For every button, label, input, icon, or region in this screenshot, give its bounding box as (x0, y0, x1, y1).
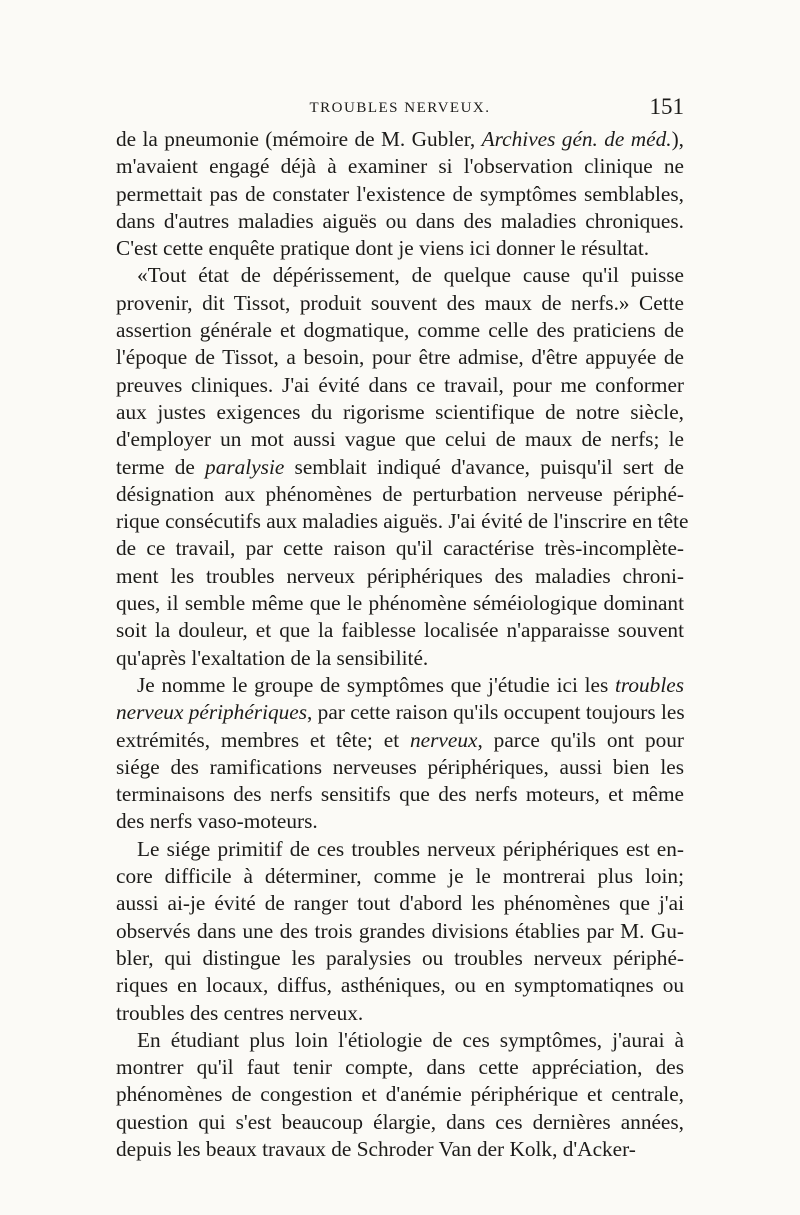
text-line (116, 863, 684, 890)
text-line (116, 918, 684, 945)
text-segment: de la pneumonie (mémoire de M. Gubler, (116, 127, 482, 151)
text-line (116, 181, 684, 208)
text-line (116, 754, 684, 781)
text-segment: permettait pas de constater l'existence de symptômes semblables, (116, 181, 684, 206)
text-line (116, 645, 684, 672)
text-segment: rique consécutifs aux maladies aiguës. J'ai évité de l'inscrire en tête (116, 509, 689, 534)
text-line (116, 1081, 684, 1108)
text-line (116, 126, 684, 153)
text-line (116, 153, 684, 180)
text-segment: preuves cliniques. J'ai évité dans ce travail, pour me conformer (116, 372, 684, 397)
text-segment: montrer qu'il faut tenir compte, dans cette appréciation, des (116, 1055, 684, 1080)
text-line (116, 535, 684, 562)
text-segment: des nerfs vaso-moteurs. (116, 809, 318, 834)
text-line (116, 781, 684, 808)
text-line (116, 1000, 684, 1027)
text-line (116, 290, 684, 317)
text-segment: soit la douleur, et que la faiblesse localisée n'apparaisse souvent (116, 618, 684, 643)
text-segment: depuis les beaux travaux de Schroder Van der Kolk, d'Acker- (116, 1136, 636, 1161)
text-segment: d'employer un mot aussi vague que celui de maux de nerfs; le (116, 427, 684, 452)
text-segment: désignation aux phénomènes de perturbation nerveuse périphé- (116, 481, 684, 506)
text-segment: siége des ramifications nerveuses périphériques, aussi bien les (116, 754, 684, 779)
text-segment: bler, qui distingue les paralysies ou troubles nerveux périphé- (116, 945, 684, 970)
text-segment: dans d'autres maladies aiguës ou dans des maladies chroniques. (116, 208, 684, 233)
text-segment: core difficile à déterminer, comme je le montrerai plus loin; (116, 864, 684, 889)
text-segment: phénomènes de congestion et d'anémie périphérique et centrale, (116, 1082, 684, 1107)
text-segment: , parce qu'ils ont pour (477, 727, 684, 752)
text-line (116, 890, 684, 917)
text-line (116, 808, 684, 835)
text-line (116, 617, 684, 644)
text-line (116, 372, 684, 399)
text-line (116, 399, 684, 426)
text-line (116, 235, 684, 262)
text-line (116, 426, 684, 453)
text-segment: aux justes exigences du rigorisme scientifique de notre siècle, (116, 399, 684, 424)
text-segment: ment les troubles nerveux périphériques des maladies chroni- (116, 563, 684, 588)
text-line (116, 836, 684, 863)
italic-text: nerveux (410, 727, 478, 752)
text-segment: de ce travail, par cette raison qu'il caractérise très-incomplète- (116, 536, 684, 561)
text-segment: ), (671, 127, 684, 151)
page-number: 151 (649, 94, 684, 119)
text-segment: ques, il semble même que le phénomène séméiologique dominant (116, 591, 684, 616)
text-line (116, 590, 684, 617)
italic-text: Archives gén. de méd. (481, 127, 672, 151)
italic-text: paralysie (205, 454, 285, 479)
text-segment: terminaisons des nerfs sensitifs que des nerfs moteurs, et même (116, 782, 684, 807)
text-line (116, 1027, 684, 1054)
body-text (116, 126, 689, 1163)
text-line (116, 563, 684, 590)
text-line (116, 945, 684, 972)
text-segment: C'est cette enquête pratique dont je viens ici donner le résultat. (116, 236, 650, 261)
text-segment: m'avaient engagé déjà à examiner si l'observation clinique ne (116, 154, 684, 179)
text-segment: Le siége primitif de ces troubles nerveux périphériques est en- (137, 836, 684, 861)
text-line (116, 317, 684, 344)
text-line (116, 508, 689, 535)
text-segment: riques en locaux, diffus, asthéniques, ou en symptomatiqnes ou (116, 973, 684, 998)
text-segment: aussi ai-je évité de ranger tout d'abord les phénomènes que j'ai (116, 891, 684, 916)
text-line (116, 699, 684, 726)
text-segment: troubles des centres nerveux. (116, 1000, 364, 1025)
running-title: TROUBLES NERVEUX. (309, 100, 491, 116)
text-segment: terme de (116, 454, 206, 479)
italic-text: nerveux périphériques (116, 700, 308, 725)
text-line (116, 481, 684, 508)
text-segment: question qui s'est beaucoup élargie, dans ces dernières années, (116, 1109, 684, 1134)
text-segment: semblait indiqué d'avance, puisqu'il sert de (284, 454, 684, 479)
text-segment: provenir, dit Tissot, produit souvent des maux de nerfs.» Cette (116, 290, 684, 315)
text-segment: qu'après l'exaltation de la sensibilité. (116, 645, 429, 670)
text-segment: En étudiant plus loin l'étiologie de ces symptômes, j'aurai à (137, 1027, 684, 1052)
text-line (116, 1054, 684, 1081)
text-line (116, 672, 684, 699)
text-segment: , par cette raison qu'ils occupent toujours les (307, 700, 685, 725)
text-segment: assertion générale et dogmatique, comme celle des praticiens de (116, 318, 684, 343)
text-segment: observés dans une des trois grandes divisions établies par M. Gu- (116, 918, 684, 943)
text-line (116, 1136, 684, 1163)
italic-text: troubles (614, 672, 684, 697)
text-line (116, 208, 684, 235)
text-line (116, 454, 684, 481)
text-line (116, 972, 684, 999)
text-line (116, 727, 684, 754)
text-segment: extrémités, membres et tête; et (116, 727, 411, 752)
text-line (116, 1109, 684, 1136)
running-head (116, 94, 684, 124)
text-line (116, 344, 684, 371)
text-line (116, 262, 684, 289)
text-segment: «Tout état de dépérissement, de quelque cause qu'il puisse (137, 263, 684, 288)
text-segment: Je nomme le groupe de symptômes que j'étudie ici les (137, 672, 615, 697)
text-segment: l'époque de Tissot, a besoin, pour être admise, d'être appuyée de (116, 345, 684, 370)
